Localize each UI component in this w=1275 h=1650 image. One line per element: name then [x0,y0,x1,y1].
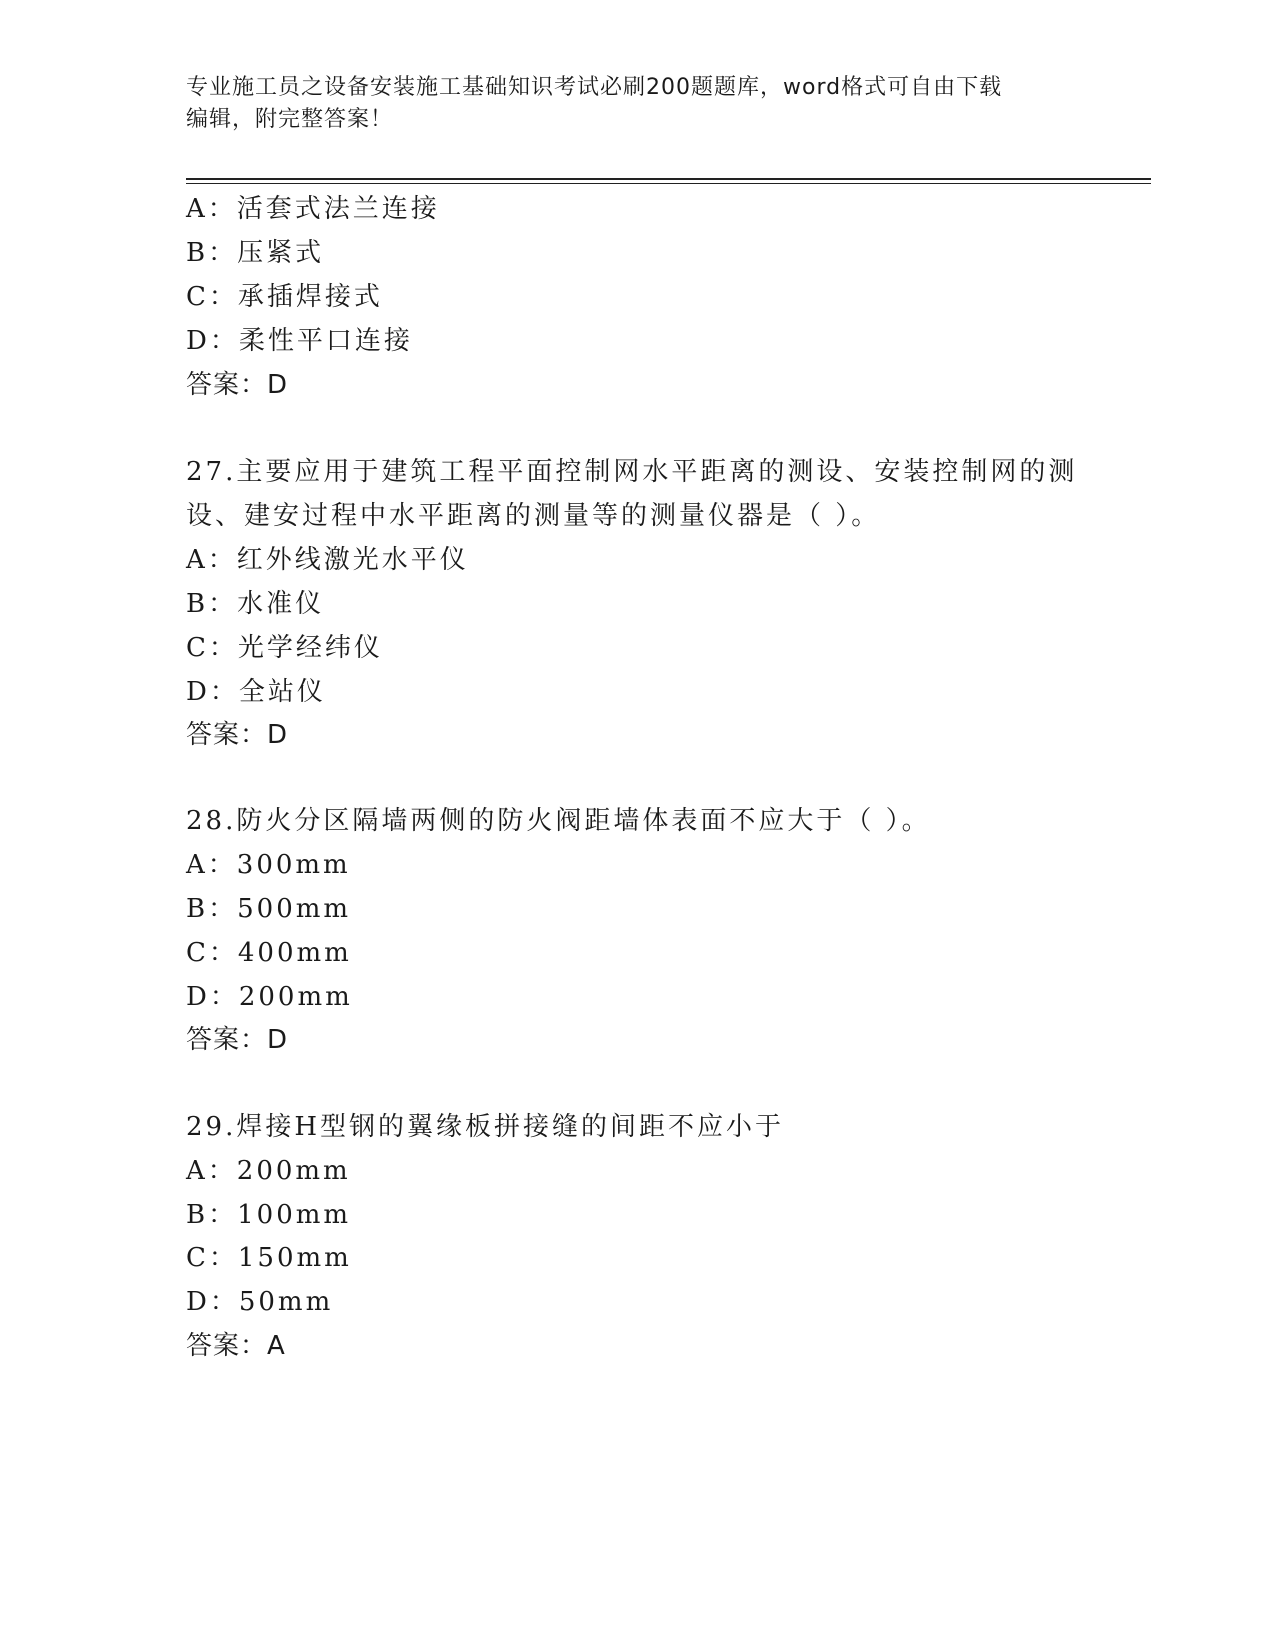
q29-option-b: B：100mm [186,1200,352,1230]
q28-option-a: A：300mm [186,850,351,880]
q26-option-b: B：压紧式 [186,238,325,268]
q28-option-b: B：500mm [186,894,352,924]
q29-option-a: A：200mm [186,1156,351,1186]
q29-option-c: C：150mm [186,1243,352,1273]
q29-option-d: D：50mm [186,1287,334,1317]
header-divider-thick [186,178,1151,180]
q26-option-d: D：柔性平口连接 [186,326,413,356]
q27-option-d: D：全站仪 [186,677,326,707]
q29-stem-line-1: 29.焊接H型钢的翼缘板拼接缝的间距不应小于 [186,1112,785,1142]
q27-option-b: B：水准仪 [186,589,325,619]
q27-stem-line-1: 27.主要应用于建筑工程平面控制网水平距离的测设、安装控制网的测 [186,457,1078,487]
q26-option-c: C：承插焊接式 [186,282,383,312]
q28-answer: 答案：D [186,1025,289,1055]
q26-answer: 答案：D [186,370,289,400]
q28-option-d: D：200mm [186,982,353,1012]
q26-option-a: A：活套式法兰连接 [186,194,440,224]
header-divider-thin [186,183,1151,184]
q27-answer: 答案：D [186,720,289,750]
header-line-1: 专业施工员之设备安装施工基础知识考试必刷200题题库，word格式可自由下载 [186,75,1003,100]
q28-option-c: C：400mm [186,938,352,968]
q27-option-a: A：红外线激光水平仪 [186,545,469,575]
q29-answer: 答案：A [186,1331,286,1361]
q27-stem-line-2: 设、建安过程中水平距离的测量等的测量仪器是（ ）。 [186,501,881,531]
q28-stem-line-1: 28.防火分区隔墙两侧的防火阀距墙体表面不应大于（ ）。 [186,806,931,836]
q27-option-c: C：光学经纬仪 [186,633,383,663]
header-line-2: 编辑，附完整答案！ [186,107,394,132]
document-header [186,72,1086,136]
